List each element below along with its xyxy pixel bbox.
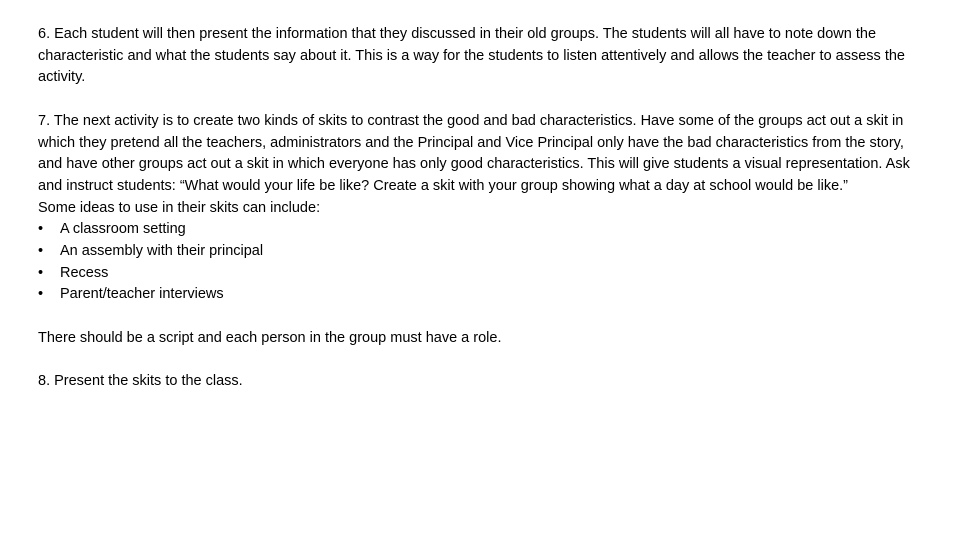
- list-item-text: Parent/teacher interviews: [60, 286, 224, 303]
- list-item-text: Recess: [60, 264, 109, 281]
- script-note-paragraph: There should be a script and each person in the group must have a role.: [38, 329, 502, 346]
- bullet-icon: •: [38, 221, 44, 238]
- list-item: [38, 241, 928, 263]
- step-7-paragraph: 7. The next activity is to create two kinds of skits to contrast the good and bad characteristics. Have some of the groups act out a skit in which they pretend all the teachers, administrators and the Principal and Vice Principal only have the bad characteristics from the story, and have other groups act out a skit in which everyone has only good characteristics. This will give students a visual representation. Ask and instruct students: “What would your life be like? Create a skit with your group showing what a day at school would be like.”: [38, 112, 910, 194]
- ideas-intro: Some ideas to use in their skits can include:: [38, 199, 321, 216]
- paragraph-spacer: [38, 306, 928, 328]
- bullet-icon: •: [38, 243, 44, 260]
- skit-ideas-list: [38, 219, 928, 306]
- bullet-icon: •: [38, 286, 44, 303]
- list-item-text: An assembly with their principal: [60, 243, 264, 260]
- list-item: [38, 219, 928, 241]
- list-item: [38, 263, 928, 285]
- bullet-icon: •: [38, 264, 44, 281]
- list-item-text: A classroom setting: [60, 221, 186, 238]
- paragraph-spacer: [38, 350, 928, 372]
- paragraph-spacer: [38, 89, 928, 111]
- step-6-paragraph: 6. Each student will then present the information that they discussed in their old groups. The students will all have to note down the characteristic and what the students say about it. This is a way for the students to listen attentively and allows the teacher to assess the activity.: [38, 26, 905, 86]
- list-item: [38, 284, 928, 306]
- step-8-paragraph: 8. Present the skits to the class.: [38, 373, 243, 390]
- document-body: [38, 24, 928, 393]
